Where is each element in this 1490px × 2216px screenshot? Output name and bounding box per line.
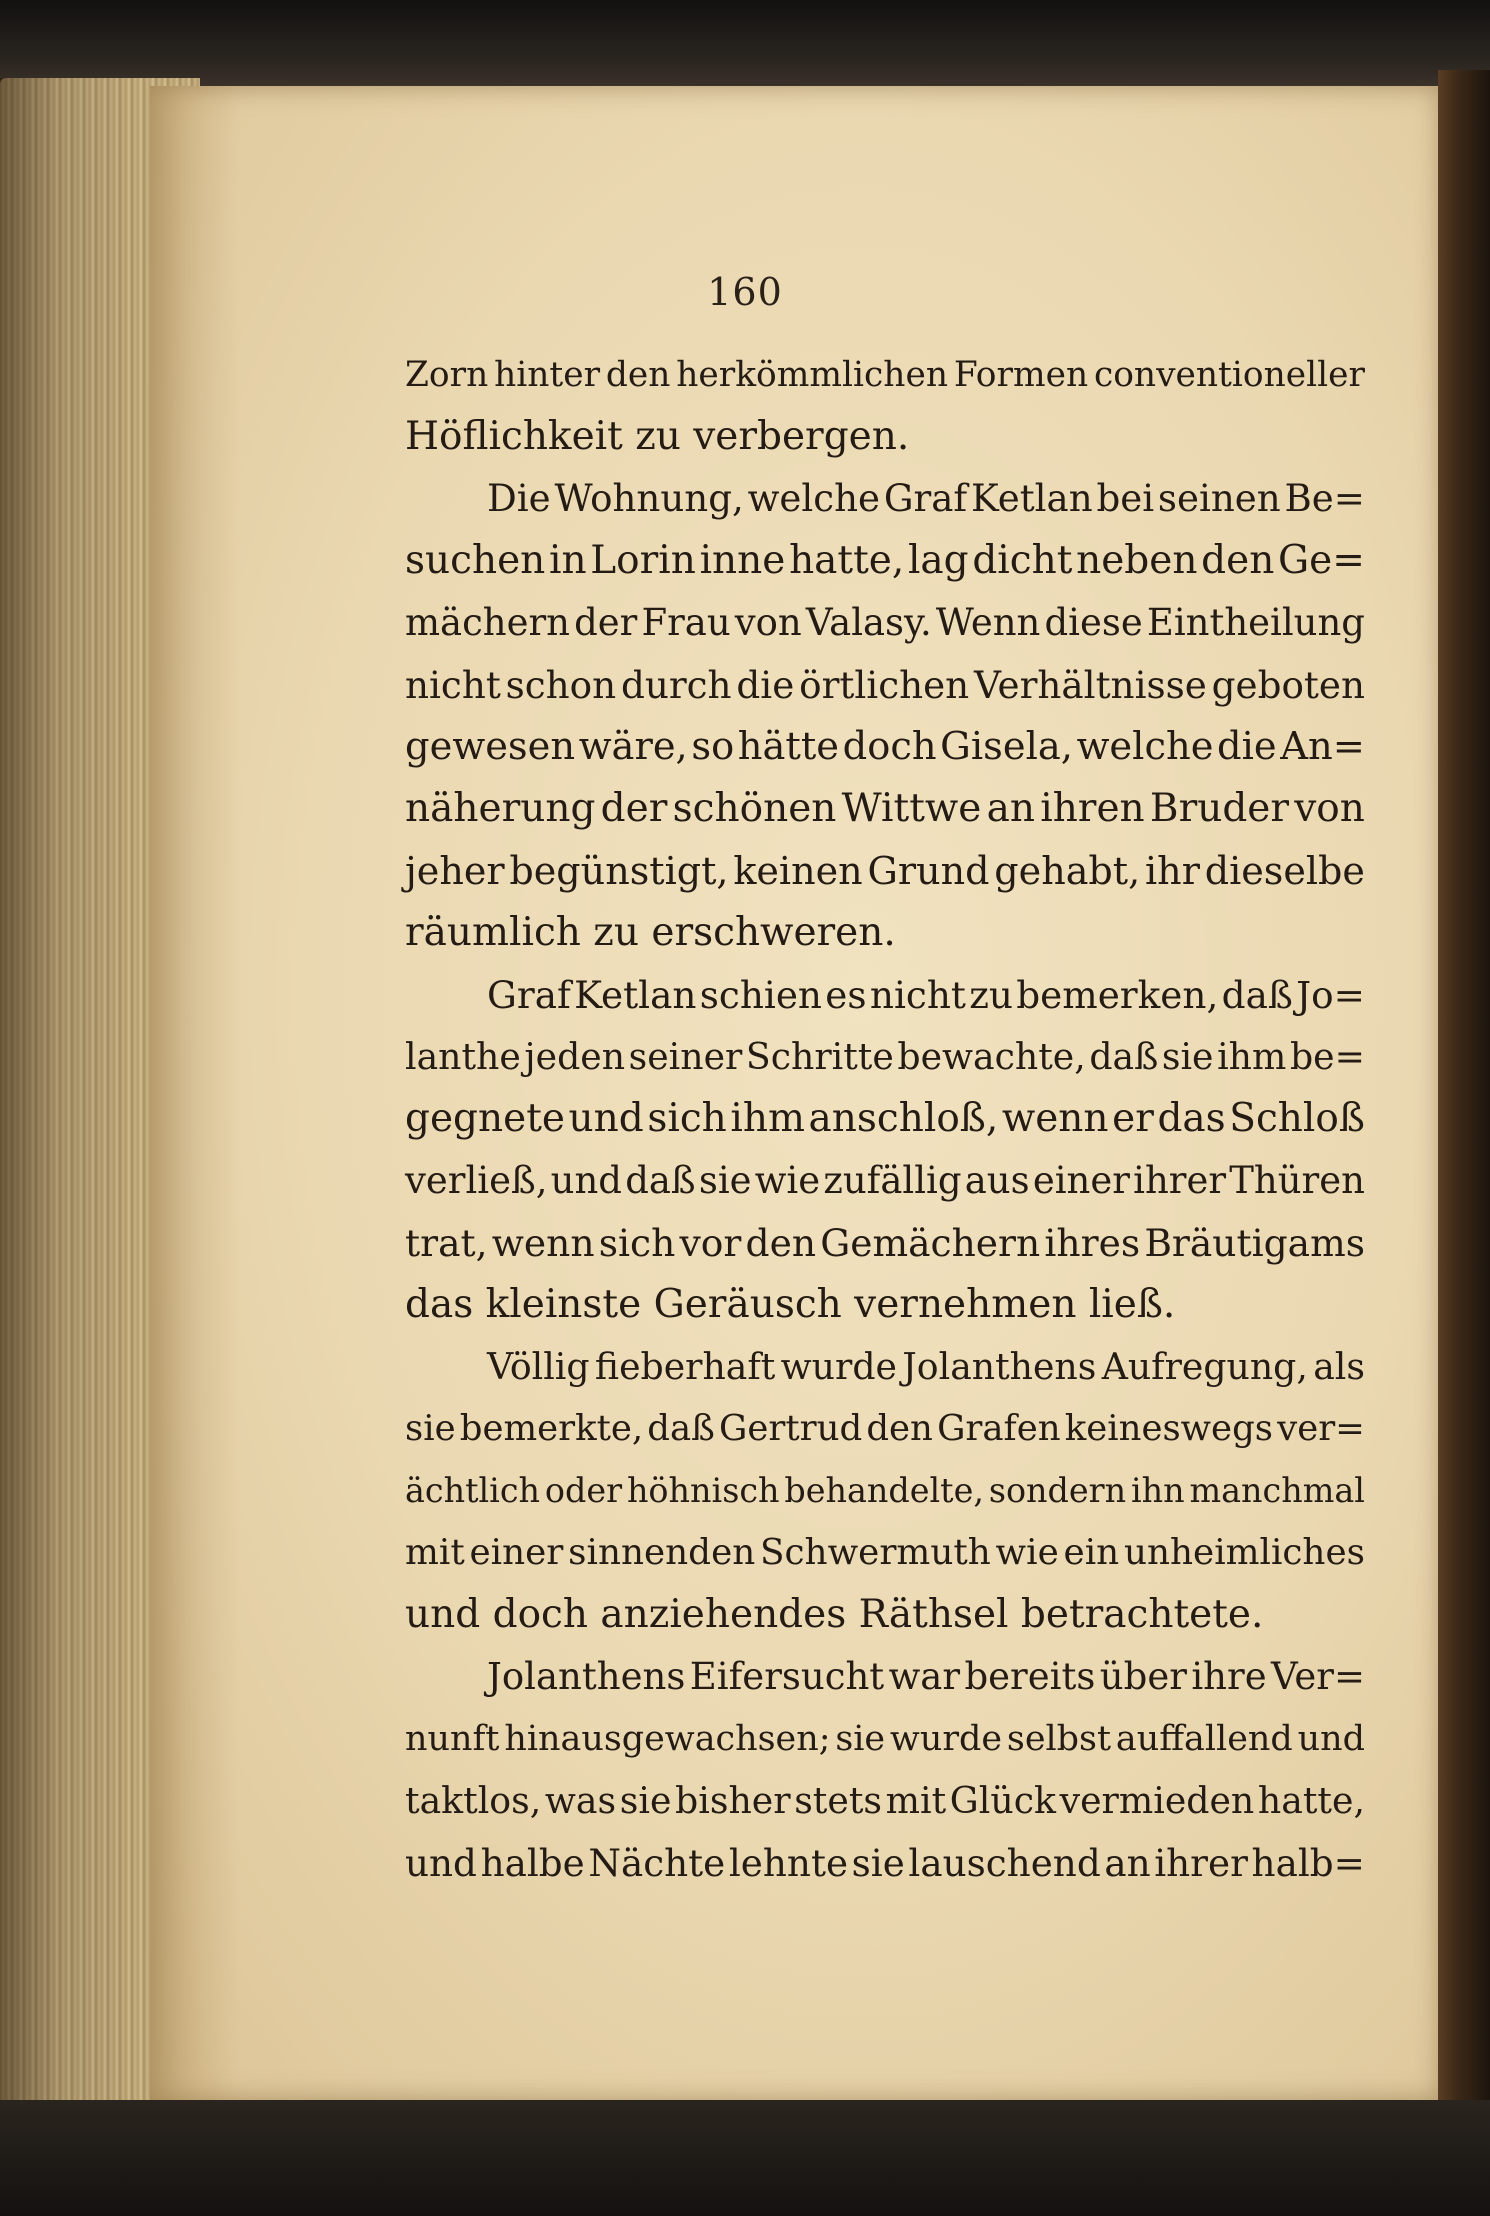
word: daß [647,1408,715,1449]
word: diese [1044,601,1143,644]
word: neben [1076,538,1198,583]
word: ihm [1217,1035,1287,1078]
word: ihr [1145,849,1200,893]
word: ihm [730,1096,805,1141]
word: Schloß [1229,1096,1365,1141]
book-binding-top [0,0,1490,86]
word: Wenn [935,601,1041,644]
word: behandelte, [784,1471,984,1510]
text-line [405,593,1365,653]
word: sie [619,1779,672,1822]
word: oder [544,1471,623,1510]
word: inne [699,538,786,583]
text-line: Höflichkeit zu verbergen. [405,414,910,459]
word: Formen [953,355,1089,395]
word: und [405,1841,477,1885]
word: stets [794,1779,882,1822]
word: aus [964,1159,1030,1202]
word: Jolanthens [487,1655,686,1698]
text-line [487,1337,1365,1397]
word: die [1217,724,1277,769]
word: sie [1161,1035,1214,1078]
word: lauschend [908,1841,1101,1885]
word: Graf [487,973,571,1017]
text-line [405,655,1365,715]
word: ihren [1040,786,1145,831]
word: den [745,1221,817,1265]
word: Thüren [1229,1159,1365,1202]
text-line [405,345,1365,405]
gutter-shadow [150,86,240,2101]
word: dicht [972,538,1073,583]
text-line [405,1461,1365,1521]
word: Die [487,477,551,520]
word: zufällig [823,1159,962,1202]
word: sich [647,1096,727,1141]
word: An= [1280,724,1365,769]
word: war [888,1655,961,1698]
word: manchmal [1189,1471,1365,1510]
text-line [487,965,1365,1025]
word: an [1104,1841,1151,1885]
text-line: und doch anziehendes Räthsel betrachtete. [405,1592,1264,1637]
word: Ketlan [574,973,697,1017]
word: Valasy. [805,601,932,644]
word: ihrer [1133,1159,1227,1202]
word: daß [1089,1035,1159,1078]
word: Schwermuth [760,1532,991,1573]
word: welche [747,477,881,520]
word: örtlichen [799,663,970,707]
word: und [1297,1719,1365,1759]
word: von [734,601,802,644]
word: seinen [1157,477,1281,520]
word: fieberhaft [594,1345,776,1388]
word: bemerken, [1016,973,1219,1017]
text-line [405,779,1365,839]
word: halbe [480,1841,585,1885]
text-line [405,1399,1365,1459]
text-line: das kleinste Geräusch vernehmen ließ. [405,1282,1176,1327]
word: was [544,1779,617,1822]
text-line [487,469,1365,529]
word: Gertrud [719,1408,863,1449]
word: zu [969,973,1013,1017]
word: Lorin [590,538,696,583]
word: auffallend [1115,1719,1293,1759]
word: und [568,1096,644,1141]
word: Gisela, [940,724,1073,769]
word: wurde [780,1345,897,1388]
word: ein [1063,1532,1120,1573]
word: vermieden [1059,1779,1255,1822]
word: als [1313,1345,1365,1388]
text-line [405,841,1365,901]
word: der [600,786,668,831]
word: lag [907,538,969,583]
word: keineswegs [1064,1408,1274,1449]
word: mit [405,1532,465,1573]
word: den [866,1408,933,1449]
word: so [691,724,735,769]
word: nicht [405,663,501,707]
word: jeher [405,849,505,893]
word: daß [1221,973,1293,1017]
word: gehabt, [994,849,1141,893]
text-line [487,1647,1365,1707]
word: vor [679,1221,742,1265]
word: taktlos, [405,1779,542,1822]
word: der [574,601,638,644]
word: Völlig [487,1345,590,1388]
word: keinen [733,849,863,893]
word: Zorn [405,355,489,395]
word: sich [598,1221,676,1265]
text-line [405,1151,1365,1211]
word: Ver= [1271,1655,1365,1698]
text-line: räumlich zu erschweren. [405,910,896,955]
word: höhnisch [626,1471,780,1510]
text-line [405,1709,1365,1769]
word: Frau [641,601,731,644]
word: wie [995,1532,1059,1573]
word: sinnenden [568,1532,756,1573]
word: Wittwe [841,786,982,831]
word: wie [754,1159,821,1202]
book-cover-edge [1438,70,1490,2160]
word: lanthe [405,1035,521,1078]
word: ihn [1130,1471,1185,1510]
word: Ketlan [970,477,1093,520]
word: Grund [867,849,990,893]
word: welche [1076,724,1214,769]
word: an [986,786,1035,831]
word: mächern [405,601,570,644]
word: daß [625,1159,696,1202]
word: Ge= [1278,538,1365,583]
word: in [548,538,587,583]
word: sondern [988,1471,1127,1510]
word: ver= [1277,1408,1365,1449]
word: gegnete [405,1096,565,1141]
word: bemerkte, [459,1408,644,1449]
text-line [405,717,1365,777]
word: und [550,1159,622,1202]
word: sie [835,1719,886,1759]
text-line [405,1523,1365,1583]
word: Eintheilung [1146,601,1365,644]
word: hatte, [789,538,905,583]
word: selbst [1006,1719,1112,1759]
word: ihres [1044,1221,1141,1265]
page-number: 160 [707,270,783,314]
word: Jolanthens [902,1345,1097,1388]
text-line [405,1213,1365,1273]
word: Gemächern [820,1221,1041,1265]
text-line [405,1027,1365,1087]
word: schien [699,973,822,1017]
word: wenn [491,1221,595,1265]
word: Be= [1284,477,1365,520]
word: ihre [1191,1655,1267,1698]
word: sie [698,1159,752,1202]
word: sie [405,1408,456,1449]
word: die [736,663,795,707]
word: bisher [675,1779,791,1822]
word: seiner [628,1035,743,1078]
word: Graf [883,477,968,520]
word: mit [885,1779,947,1822]
word: Eifersucht [689,1655,885,1698]
word: das [1157,1096,1226,1141]
word: Nächte [588,1841,726,1885]
word: es [825,973,867,1017]
text-line [405,1089,1365,1149]
word: er [1112,1096,1154,1141]
text-line [405,531,1365,591]
word: trat, [405,1221,488,1265]
word: bei [1096,477,1155,520]
word: geboten [1211,663,1365,707]
word: herkömmlichen [676,355,948,395]
word: jeden [524,1035,626,1078]
word: einer [469,1532,564,1573]
word: be= [1289,1035,1365,1078]
word: Bräutigams [1144,1221,1365,1265]
word: begünstigt, [509,849,729,893]
word: unheimliches [1123,1532,1365,1573]
word: gewesen [405,724,576,769]
word: anschloß, [808,1096,999,1141]
word: den [605,355,671,395]
word: Verhältnisse [974,663,1207,707]
word: einer [1032,1159,1130,1202]
word: sie [851,1841,905,1885]
word: durch [620,663,732,707]
word: hatte, [1257,1779,1365,1822]
word: ihrer [1154,1841,1248,1885]
word: halb= [1251,1841,1365,1885]
word: Glück [949,1779,1056,1822]
word: lehnte [728,1841,849,1885]
word: wurde [889,1719,1003,1759]
word: suchen [405,538,546,583]
word: wäre, [578,724,688,769]
word: über [1099,1655,1187,1698]
word: dieselbe [1204,849,1365,893]
word: Wohnung, [554,477,744,520]
word: Aufregung, [1101,1345,1308,1388]
word: den [1201,538,1275,583]
word: nicht [869,973,966,1017]
scan-background-bottom [0,2100,1490,2216]
text-line [405,1771,1365,1831]
word: hätte [737,724,840,769]
word: Grafen [937,1408,1061,1449]
word: bewachte, [897,1035,1086,1078]
word: bereits [964,1655,1096,1698]
word: wenn [1001,1096,1109,1141]
word: doch [842,724,937,769]
text-line [405,1833,1365,1893]
word: hinausgewachsen; [504,1719,831,1759]
word: näherung [405,786,596,831]
word: verließ, [405,1159,548,1202]
word: Jo= [1296,973,1365,1017]
word: hinter [494,355,601,395]
word: conventioneller [1093,355,1365,395]
word: ächtlich [405,1471,541,1510]
word: von [1294,786,1365,831]
word: schon [505,663,617,707]
word: nunft [405,1719,500,1759]
word: Bruder [1149,786,1290,831]
word: Schritte [745,1035,894,1078]
word: schönen [672,786,837,831]
